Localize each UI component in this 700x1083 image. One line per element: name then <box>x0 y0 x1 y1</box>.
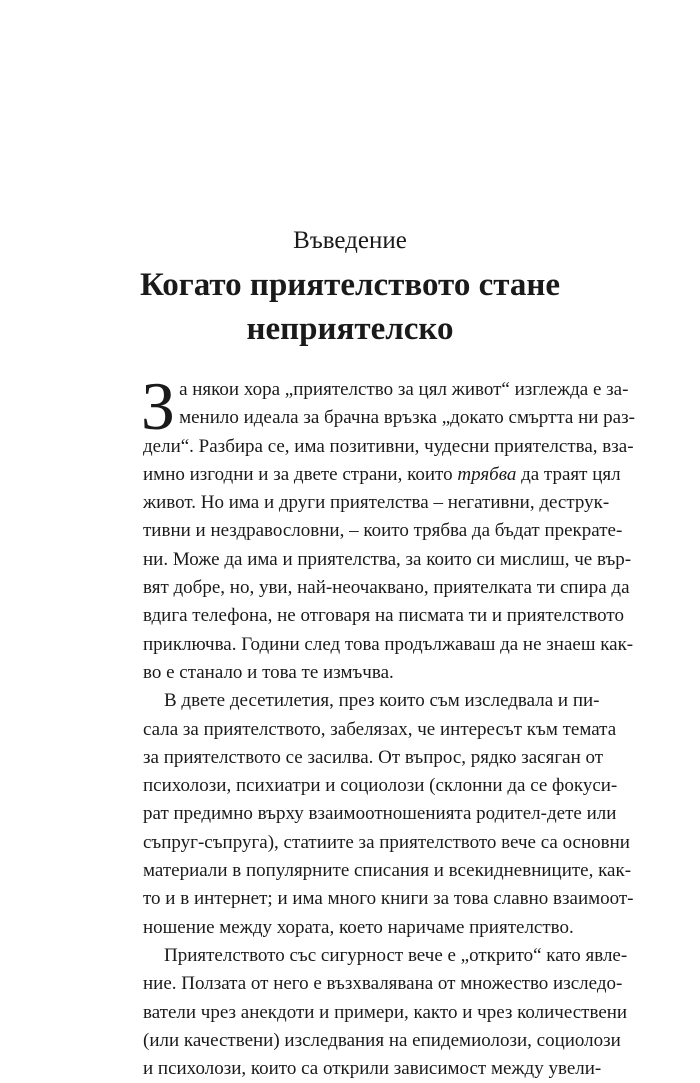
text-line <box>143 461 621 489</box>
chapter-label: Въведение <box>293 227 407 254</box>
text-line: ни. Може да има и приятелства, за които си мислиш, че вър- <box>143 548 632 570</box>
text-line: материали в популярните списания и всекидневниците, как- <box>143 860 632 882</box>
text-line: и психолози, които са открили зависимост между увели- <box>143 1058 602 1080</box>
text-line: (или качествени) изследвания на епидемиолози, социолози <box>143 1029 621 1051</box>
text-line: В двете десетилетия, през които съм изследвала и пи- <box>164 690 600 712</box>
text-line: за приятелството се засилва. От въпрос, рядко засяган от <box>143 746 604 768</box>
paragraph-3 <box>143 942 628 1083</box>
text-line: то и в интернет; и има много книги за това славно взаимоот- <box>143 888 634 910</box>
emphasis-word: трябва <box>457 463 517 485</box>
text-line: а някои хора „приятелство за цял живот“ изглежда е за- <box>179 379 629 400</box>
body-text <box>141 368 635 1083</box>
text-line: дели“. Разбира се, има позитивни, чудесни приятелства, вза- <box>143 435 634 457</box>
text-line: ношение между хората, което наричаме приятелство. <box>143 916 574 938</box>
paragraph-1 <box>141 368 635 687</box>
text-line-end: да траят цял <box>516 463 621 485</box>
text-line: вдига телефона, не отговаря на писмата ти и приятелството <box>143 605 624 627</box>
text-line: съпруг-съпруга), статиите за приятелството вече са основни <box>143 831 630 853</box>
text-line: живот. Но има и други приятелства – негативни, деструк- <box>143 492 610 514</box>
text-line: сала за приятелството, забелязах, че интересът към темата <box>143 718 617 740</box>
text-line: во е станало и това те измъчва. <box>143 661 394 683</box>
text-line: психолози, психиатри и социолози (склонни да се фокуси- <box>143 775 618 797</box>
text-line: вят добре, но, уви, най-неочаквано, приятелката ти спира да <box>143 577 630 599</box>
chapter-title-line-2: неприятелско <box>246 311 454 347</box>
text-line: приключва. Години след това продължаваш да не знаеш как- <box>143 633 634 655</box>
chapter-title <box>0 263 700 351</box>
text-line: ние. Ползата от него е възхвалявана от множество изследо- <box>143 973 623 995</box>
text-line: тивни и нездравословни, – които трябва да бъдат прекрате- <box>143 520 623 542</box>
text-line: ватели чрез анекдоти и примери, както и чрез количествени <box>143 1001 628 1023</box>
paragraph-2 <box>143 687 634 942</box>
drop-cap: З <box>141 368 176 444</box>
text-line-start: имно изгодни и за двете страни, които <box>143 463 458 485</box>
text-line: Приятелството със сигурност вече е „открито“ като явле- <box>164 944 628 966</box>
chapter-title-line-1: Когато приятелството стане <box>139 267 560 303</box>
text-line: менило идеала за брачна връзка „докато смъртта ни раз- <box>179 407 635 429</box>
text-line: рат предимно върху взаимоотношенията родител-дете или <box>143 803 617 825</box>
